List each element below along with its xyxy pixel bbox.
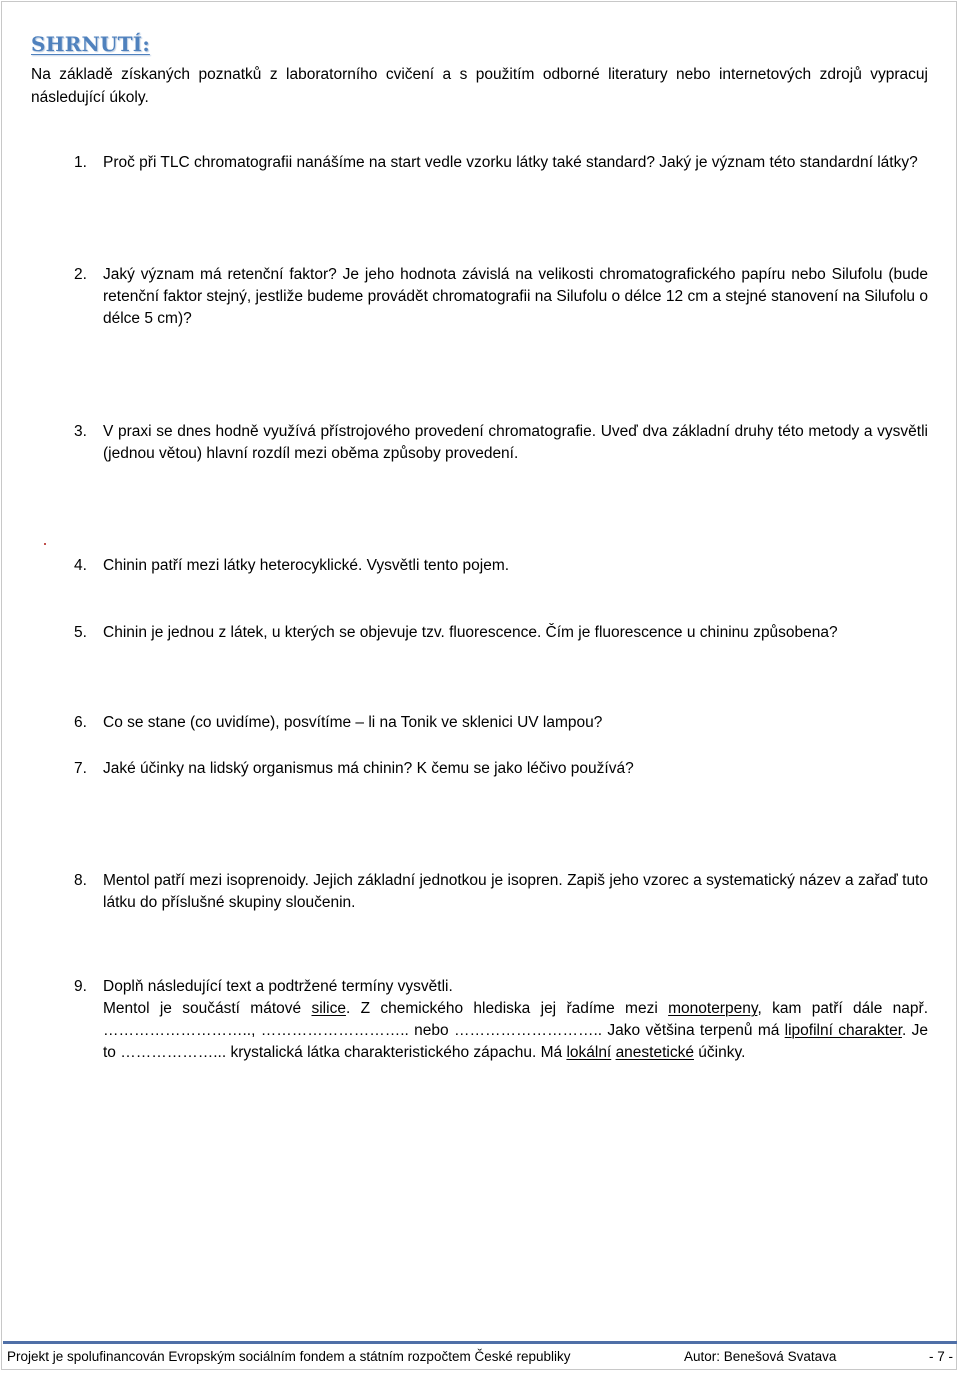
term-silice: silice (311, 1000, 346, 1017)
task-number: 7. (74, 760, 87, 777)
task-number: 9. (74, 978, 87, 995)
task-text: Doplň následující text a podtržené termíny vysvětli. (103, 978, 453, 995)
task-item-4 (74, 555, 928, 577)
stray-mark (44, 543, 46, 545)
task-item-1 (74, 152, 928, 174)
task-item-3 (74, 421, 928, 465)
task-item-6 (74, 712, 928, 734)
task-item-7 (74, 758, 928, 780)
task-item-8 (74, 870, 928, 914)
task-item-5 (74, 622, 928, 644)
task-text: Proč při TLC chromatografii nanášíme na start vedle vzorku látky také standard? Jaký je význam této standardní látky? (103, 154, 918, 171)
task-number: 1. (74, 154, 87, 171)
fill-in-paragraph: Mentol je součástí mátové silice. Z chemického hlediska jej řadíme mezi monoterpeny, kam patří dále např. ……………………….., ……………………….. nebo ……………………….. Jako většina terpenů má lipofilní charakter. Je to ………………... krystalická látka charakteristického zápachu. Má lokální anestetické účinky. (103, 1000, 929, 1061)
task-item-2 (74, 264, 928, 330)
page-number: - 7 - (928, 1349, 953, 1364)
page-footer (3, 1341, 957, 1369)
task-text: Mentol patří mezi isoprenoidy. Jejich základní jednotkou je isopren. Zapiš jeho vzorec a systematický název a zařaď tuto látku do příslušné skupiny sloučenin. (103, 872, 928, 911)
task-number: 5. (74, 624, 87, 641)
intro-text: Na základě získaných poznatků z laboratorního cvičení a s použitím odborné literatury nebo internetových zdrojů vypracuj následující úkoly. (31, 66, 928, 106)
task-number: 6. (74, 714, 87, 731)
task-number: 2. (74, 266, 87, 283)
page-border (1, 1, 957, 1370)
term-lokalni: lokální (566, 1044, 612, 1061)
task-item-9 (74, 976, 928, 1064)
task-text: Chinin patří mezi látky heterocyklické. Vysvětli tento pojem. (103, 557, 510, 574)
footer-author: Autor: Benešová Svatava (684, 1349, 837, 1364)
term-anesteticke: anestetické (615, 1044, 694, 1061)
task-text: V praxi se dnes hodně využívá přístrojového provedení chromatografie. Uveď dva základní druhy této metody a vysvětli (jednou větou) hlavní rozdíl mezi oběma způsoby provedení. (103, 423, 928, 462)
task-text: Jaký význam má retenční faktor? Je jeho hodnota závislá na velikosti chromatografického papíru nebo Silufolu (bude retenční faktor stejný, jestliže budeme provádět chromatografii na Silufolu o délce 12 cm a stejné stanovení na Silufolu o délce 5 cm)? (103, 266, 928, 327)
task-text: Chinin je jednou z látek, u kterých se objevuje tzv. fluorescence. Čím je fluorescence u chininu způsobena? (103, 624, 838, 641)
task-text: Co se stane (co uvidíme), posvítíme – li na Tonik ve sklenici UV lampou? (103, 714, 603, 731)
term-monoterpeny: monoterpeny (668, 1000, 758, 1017)
task-number: 3. (74, 423, 87, 440)
task-number: 8. (74, 872, 87, 889)
task-number: 4. (74, 557, 87, 574)
task-text: Jaké účinky na lidský organismus má chinin? K čemu se jako léčivo používá? (103, 760, 634, 777)
footer-project-note: Projekt je spolufinancován Evropským sociálním fondem a státním rozpočtem České republiky (7, 1349, 571, 1364)
section-title: SHRNUTÍ: (31, 32, 150, 56)
term-lipofilni-charakter: lipofilní charakter (784, 1022, 902, 1039)
